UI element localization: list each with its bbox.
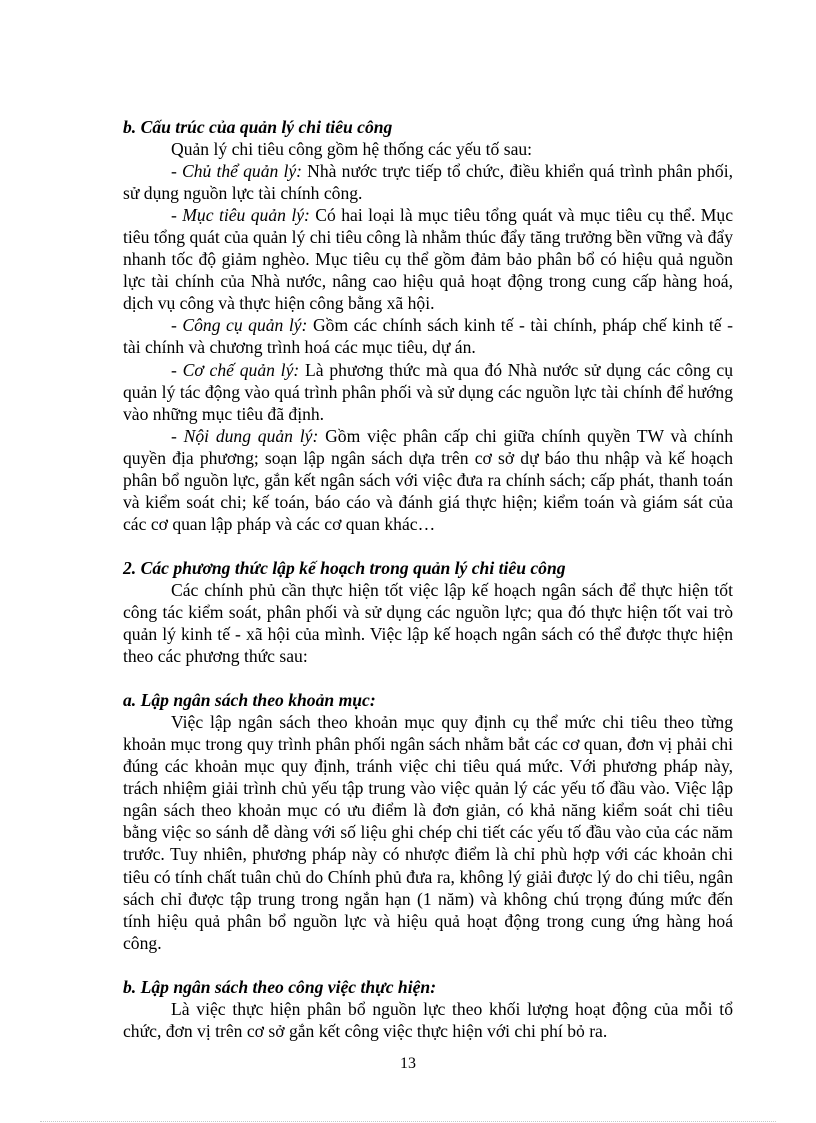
structure-item-tools [123,314,733,358]
item-term: - Cơ chế quản lý: [171,359,300,380]
item-text: Gồm các chính sách kinh tế - tài chính, pháp chế kinh tế - tài chính và chương trình hoá các mục tiêu, dự án. [123,315,733,358]
performance-budget-paragraph: Là việc thực hiện phân bổ nguồn lực theo khối lượng hoạt động của mỗi tổ chức, đơn vị trên cơ sở gắn kết công việc thực hiện với chi phí bỏ ra. [123,998,733,1041]
structure-item-objective [123,204,733,314]
paragraph-gap [123,667,733,689]
structure-item-mechanism [123,359,733,425]
planning-methods-paragraph: Các chính phủ cần thực hiện tốt việc lập kế hoạch ngân sách để thực hiện tốt công tác kiểm soát, phân phối và sử dụng các nguồn lực; qua đó thực hiện tốt vai trò quản lý kinh tế - xã hội của mình. Việc lập kế hoạch ngân sách có thể được thực hiện theo các phương thức sau: [123,579,733,667]
structure-item-subject [123,160,733,204]
paragraph-gap [123,954,733,976]
page-content [123,116,733,1042]
item-term: - Chủ thể quản lý: [171,161,303,182]
item-text: Nhà nước trực tiếp tổ chức, điều khiển quá trình phân phối, sử dụng nguồn lực tài chính công. [123,161,733,204]
line-item-budget-paragraph: Việc lập ngân sách theo khoản mục quy định cụ thể mức chi tiêu theo từng khoản mục trong quy trình phân phối ngân sách nhằm bắt các cơ quan, đơn vị phải chi đúng các khoản mục quy định, tránh việc chi tiêu quá mức. Với phương pháp này, trách nhiệm giải trình chủ yếu tập trung vào việc quản lý các yếu tố đầu vào. Việc lập ngân sách theo khoản mục có ưu điểm là đơn giản, có khả năng kiểm soát chi tiêu bằng việc so sánh dễ dàng với số liệu ghi chép chi tiết các yếu tố đầu vào của các năm trước. Tuy nhiên, phương pháp này có nhược điểm là chỉ phù hợp với các khoản chi tiêu có tính chất tuân chủ do Chính phủ đưa ra, không lý giải được lý do chi tiêu, ngân sách chỉ được tập trung trong ngắn hạn (1 năm) và không chú trọng đúng mức đến tính hiệu quả phân bổ nguồn lực và hiệu quả hoạt động trong cung ứng hàng hoá công. [123,712,733,953]
paragraph-gap [123,535,733,557]
item-term: - Công cụ quản lý: [171,315,308,336]
item-text: Là phương thức mà qua đó Nhà nước sử dụng các công cụ quản lý tác động vào quá trình phân phối và sử dụng các nguồn lực tài chính để hướng vào những mục tiêu đã định. [123,359,733,424]
heading-planning-methods: 2. Các phương thức lập kế hoạch trong quản lý chi tiêu công [123,557,566,578]
heading-structure: b. Cấu trúc của quản lý chi tiêu công [123,117,393,137]
heading-line-item-budget: a. Lập ngân sách theo khoản mục: [123,690,376,711]
structure-item-content [123,425,733,535]
item-term: - Mục tiêu quản lý: [171,205,310,226]
structure-intro: Quản lý chi tiêu công gồm hệ thống các yếu tố sau: [171,139,533,160]
page-number: 13 [400,1055,416,1072]
item-term: - Nội dung quản lý: [171,425,319,446]
page-bottom-border [40,1121,776,1122]
heading-performance-budget: b. Lập ngân sách theo công việc thực hiện: [123,976,437,997]
item-text: Có hai loại là mục tiêu tổng quát và mục tiêu cụ thể. Mục tiêu tổng quát của quản lý chi tiêu công là nhằm thúc đẩy tăng trưởng bền vững và đẩy nhanh tốc độ giảm nghèo. Mục tiêu cụ thể gồm đảm bảo phân bổ có hiệu quả nguồn lực tài chính của Nhà nước, nâng cao hiệu quả hoạt động trong cung cấp hàng hoá, dịch vụ công và thực hiện công bằng xã hội. [123,205,734,314]
item-text: Gồm việc phân cấp chi giữa chính quyền TW và chính quyền địa phương; soạn lập ngân sách dựa trên cơ sở dự báo thu nhập và kế hoạch phân bổ nguồn lực, gắn kết ngân sách với việc đưa ra chính sách; cấp phát, thanh toán và kiểm soát chi; kế toán, báo cáo và đánh giá thực hiện; kiểm toán và giám sát của các cơ quan lập pháp và các cơ quan khác… [123,425,733,534]
